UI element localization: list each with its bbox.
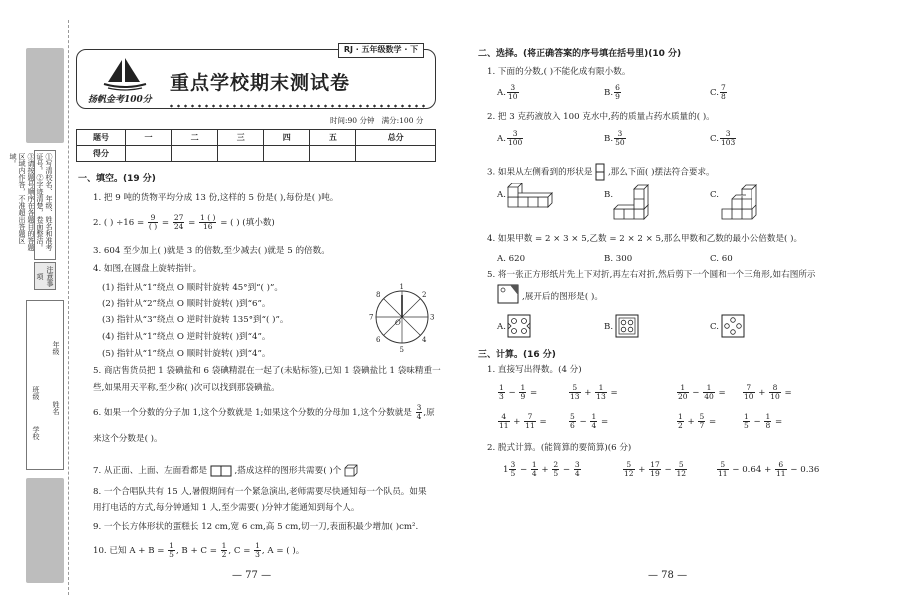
denominator: 4	[591, 421, 597, 430]
fraction	[519, 384, 526, 401]
numerator: 8	[769, 384, 781, 393]
fraction	[764, 413, 771, 430]
denominator: 13	[596, 392, 606, 401]
dial-label: 5	[399, 346, 404, 354]
operator: =	[607, 388, 618, 398]
question-5a: 5. 商店售货员把 1 袋碘盐和 6 袋碘精混在一起了(未贴标签),已知 1 袋碘盐比 1 袋味精重一	[93, 366, 441, 376]
grey-bar-bottom	[26, 478, 64, 583]
question-6b: 来这个分数是( )。	[93, 434, 163, 444]
denominator: 5	[744, 421, 749, 430]
numerator: 3	[720, 130, 736, 139]
operator: − 0.64 +	[729, 465, 775, 475]
denominator: 12	[676, 469, 686, 478]
denominator: 8	[765, 421, 771, 430]
q10-part: 10. 已知 A + B =	[93, 546, 165, 556]
option-label: B.	[604, 88, 614, 98]
page-number-left: — 77 —	[232, 570, 272, 581]
denominator: 3	[255, 550, 260, 559]
numerator: 1	[703, 384, 715, 393]
fraction	[743, 384, 755, 401]
choice-option[interactable]	[710, 130, 737, 147]
fraction	[720, 130, 736, 147]
denominator: 2	[221, 550, 227, 559]
operator: =	[598, 417, 609, 427]
numerator: 3	[614, 130, 626, 139]
numerator: 1	[531, 460, 537, 469]
question-8a: 8. 一个合唱队共有 15 人,暑假期间有一个紧急演出,老师需要尽快通知每一个队员。如果	[93, 487, 427, 497]
notice-text: ①写清校名、年级、姓名和准考证号。②字迹清楚，卷面整洁。③请按题号顺序在各题目的答题区域内作答，不准超出答题区域。	[34, 150, 56, 260]
numerator: 1 ( )	[200, 213, 216, 222]
q6-text: 6. 如果一个分数的分子加 1,这个分数就是 1;如果这个分数的分母加 1,这个分数就是	[93, 408, 412, 418]
numerator: 5	[699, 412, 705, 421]
question-1: 1. 把 9 吨的货物平均分成 13 份,这样的 5 份是( ),每份是( )吨。	[93, 193, 339, 203]
score-cell[interactable]	[172, 146, 218, 162]
operator: =	[781, 388, 792, 398]
q10-part: , B + C =	[175, 546, 217, 556]
numerator: 1	[744, 412, 749, 421]
score-cell[interactable]	[218, 146, 264, 162]
numerator: 17	[650, 460, 660, 469]
operator: =	[527, 388, 538, 398]
c3-option-label: A.	[497, 190, 506, 200]
fraction	[173, 214, 185, 231]
fraction	[614, 130, 626, 147]
calc-2-expr-b	[622, 461, 688, 478]
denominator: 5	[553, 469, 559, 478]
score-header-cell: 题号	[77, 130, 126, 146]
choice-3	[487, 163, 715, 181]
fraction	[590, 413, 597, 430]
operator: −	[576, 417, 590, 427]
field-grade: 年级	[52, 341, 60, 355]
option-label: C.	[710, 88, 720, 98]
section-choice: 二、选择。(将正确答案的序号填在括号里)(10 分)	[478, 49, 682, 59]
fraction	[769, 384, 781, 401]
cut-line	[68, 20, 69, 595]
c3-option-label: C.	[710, 190, 720, 200]
denominator: 100	[507, 138, 523, 147]
sailboat-logo-icon	[100, 56, 150, 92]
numerator: 1	[499, 383, 504, 392]
fraction	[168, 542, 175, 559]
fraction	[717, 461, 729, 478]
numerator: 27	[173, 213, 184, 222]
numerator: 1	[221, 541, 227, 550]
fraction	[698, 413, 705, 430]
choice-option[interactable]	[710, 84, 728, 101]
calc-2: 2. 脱式计算。(能简算的要简算)(6 分)	[487, 443, 632, 453]
numerator: 7	[743, 384, 755, 393]
calc-item	[676, 384, 726, 401]
c3-option-label: B.	[604, 190, 614, 200]
numerator: 1	[591, 412, 597, 421]
calc-item	[568, 413, 608, 430]
score-cell[interactable]	[126, 146, 172, 162]
choice-2: 2. 把 3 克药液放入 100 克水中,药的质量占药水质量的( )。	[487, 112, 715, 122]
operator: +	[510, 417, 524, 427]
denominator: 11	[718, 469, 728, 478]
fraction	[649, 461, 661, 478]
c4-option[interactable]: A. 620	[497, 254, 526, 264]
operator: − 0.36	[787, 465, 820, 475]
fraction	[677, 384, 689, 401]
field-class: 班级	[32, 386, 40, 400]
denominator: 20	[678, 392, 688, 401]
option-label: C.	[710, 134, 720, 144]
fraction	[574, 461, 581, 478]
denominator: 6	[570, 421, 575, 430]
option-label: A.	[497, 88, 506, 98]
question-4: 4. 如图,在圆盘上旋转指针。	[93, 264, 202, 274]
fraction	[677, 413, 684, 430]
numerator: 5	[675, 461, 687, 470]
whole-number: 1	[503, 465, 509, 475]
denominator: 3	[499, 392, 504, 401]
dot-divider	[168, 104, 428, 108]
calc-item	[742, 384, 792, 401]
operator: =	[772, 417, 783, 427]
denominator: 4	[574, 469, 580, 478]
operator: +	[581, 388, 595, 398]
c5-option-label: C.	[710, 322, 720, 332]
denominator: 16	[202, 222, 213, 231]
numerator: 1	[255, 541, 260, 550]
numerator: 1	[765, 412, 771, 421]
operator: −	[689, 388, 703, 398]
denominator: ( )	[148, 222, 158, 231]
c3-start: 3. 如果从左侧看到的形状是	[487, 167, 593, 178]
fraction	[552, 461, 559, 478]
denominator: 13	[570, 392, 580, 401]
score-table	[76, 129, 436, 162]
q10-part: , C =	[228, 546, 251, 556]
score-row-label: 得分	[77, 146, 126, 162]
question-7	[93, 464, 358, 477]
question-8b: 用打电话的方式,每分钟通知 1 人,至少需要( )分钟才能通知到每个人。	[93, 503, 360, 513]
equals: =	[188, 218, 196, 228]
dial-label: 7	[369, 313, 374, 322]
q7-end: ,搭成这样的图形共需要( )个	[234, 466, 342, 476]
cube-arrangement-c-icon[interactable]	[720, 183, 764, 223]
page-number-right: — 78 —	[648, 570, 688, 581]
fraction	[720, 84, 727, 101]
fraction	[531, 461, 538, 478]
denominator: 7	[699, 421, 705, 430]
denominator: 40	[704, 392, 714, 401]
calc-1: 1. 直接写出得数。(4 分)	[487, 365, 582, 375]
fraction	[614, 84, 621, 101]
fraction	[148, 214, 158, 231]
fraction	[775, 461, 787, 478]
score-header-cell: 四	[264, 130, 310, 146]
full-score: 满分:100 分	[381, 116, 424, 125]
numerator: 3	[416, 403, 422, 412]
denominator: 24	[173, 222, 184, 231]
operator: =	[706, 417, 717, 427]
calc-item	[676, 413, 716, 430]
dial-center-label: O	[395, 319, 401, 327]
denominator: 10	[770, 392, 780, 401]
fraction	[221, 542, 228, 559]
fraction	[416, 404, 423, 421]
calc-item	[497, 384, 537, 401]
option-label: A.	[497, 134, 506, 144]
question-6a	[93, 404, 435, 421]
numerator: 2	[553, 460, 559, 469]
c4-option[interactable]: C. 60	[710, 254, 733, 264]
numerator: 1	[595, 384, 607, 393]
denominator: 11	[499, 421, 509, 430]
operator: +	[684, 417, 698, 427]
question-9: 9. 一个长方体形状的蛋糕长 12 cm,宽 6 cm,高 5 cm,切一刀,表面积最少增加( )cm².	[93, 522, 419, 532]
numerator: 9	[148, 214, 158, 223]
time-limit: 时间:90 分钟	[330, 116, 375, 125]
denominator: 10	[744, 392, 754, 401]
operator: −	[517, 465, 530, 475]
score-header-cell: 二	[172, 130, 218, 146]
choice-option[interactable]	[497, 130, 524, 147]
notice-title: 注意事项	[34, 262, 56, 290]
question-4-1: (1) 指针从“1”绕点 O 顺时针旋转 45°到“( )”。	[102, 283, 283, 293]
grade-tag: RJ · 五年级数学 · 下	[338, 43, 424, 58]
choice-5b: ,展开后的图形是( )。	[522, 292, 603, 302]
denominator: 9	[520, 392, 526, 401]
binding-strip	[0, 0, 70, 615]
choice-1: 1. 下面的分数,( )不能化成有限小数。	[487, 67, 631, 77]
fraction	[498, 384, 505, 401]
denominator: 5	[169, 550, 174, 559]
score-header-cell: 总分	[356, 130, 436, 146]
operator: =	[715, 388, 726, 398]
denominator: 9	[615, 92, 620, 101]
fraction	[623, 461, 635, 478]
cube-arrangement-b-icon[interactable]	[612, 183, 658, 223]
fraction	[507, 84, 519, 101]
operator: +	[538, 465, 552, 475]
fraction	[743, 413, 750, 430]
fraction	[254, 542, 261, 559]
denominator: 4	[416, 412, 422, 421]
choice-option[interactable]	[604, 84, 622, 101]
q7-start: 7. 从正面、上面、左面看都是	[93, 466, 208, 476]
student-info-box	[26, 300, 64, 470]
operator: −	[505, 388, 519, 398]
score-row	[77, 146, 436, 162]
denominator: 11	[776, 469, 786, 478]
question-4-4: (4) 指针从“1”绕点 O 逆时针旋转( )到“4”。	[102, 332, 271, 342]
rotation-dial-figure	[362, 283, 442, 355]
cube-arrangement-a-icon[interactable]	[506, 183, 560, 217]
operator: −	[560, 465, 573, 475]
unfolded-pattern-a-icon[interactable]	[506, 313, 532, 339]
fraction	[507, 130, 523, 147]
numerator: 4	[498, 413, 510, 422]
dial-label: 8	[376, 291, 381, 299]
time-info	[330, 115, 423, 126]
fraction	[498, 413, 510, 430]
choice-option[interactable]	[497, 84, 520, 101]
score-header-cell: 一	[126, 130, 172, 146]
fraction	[703, 384, 715, 401]
grey-bar-top	[26, 48, 64, 143]
numerator: 5	[570, 412, 575, 421]
numerator: 6	[775, 461, 787, 470]
operator: −	[661, 465, 675, 475]
dial-label: 3	[430, 313, 435, 322]
dial-label: 2	[422, 291, 427, 299]
question-3: 3. 604 至少加上( )就是 3 的倍数,至少减去( )就是 5 的倍数。	[93, 246, 330, 256]
denominator: 11	[525, 421, 535, 430]
question-4-5: (5) 指针从“1”绕点 O 顺时针旋转( )到“4”。	[102, 349, 271, 359]
field-school: 学校	[32, 426, 40, 440]
calc-2-expr-c	[716, 461, 819, 478]
numerator: 5	[623, 461, 635, 470]
fraction	[569, 384, 581, 401]
denominator: 8	[721, 92, 726, 101]
dial-label: 1	[399, 283, 404, 291]
numerator: 1	[677, 384, 689, 393]
denominator: 50	[615, 138, 625, 147]
dial-label: 4	[422, 336, 427, 344]
question-4-2: (2) 指针从“2”绕点 O 顺时针旋转( )到“6”。	[102, 299, 271, 309]
score-cell[interactable]	[310, 146, 356, 162]
denominator: 2	[678, 421, 683, 430]
denominator: 19	[650, 469, 660, 478]
numerator: 3	[507, 130, 523, 139]
unfolded-pattern-b-icon[interactable]	[614, 313, 640, 339]
numerator: 1	[520, 383, 526, 392]
numerator: 5	[569, 384, 581, 393]
score-cell[interactable]	[356, 146, 436, 162]
denominator: 5	[510, 469, 516, 478]
denominator: 10	[507, 92, 518, 101]
equals: =	[161, 218, 170, 228]
denominator: 4	[531, 469, 537, 478]
brand-name: 扬帆金考100分	[88, 95, 152, 105]
c5-option-label: A.	[497, 322, 506, 332]
choice-4: 4. 如果甲数 = 2 × 3 × 5,乙数 = 2 × 2 × 5,那么甲数和乙数的最小公倍数是( )。	[487, 234, 803, 244]
fraction	[199, 214, 216, 231]
numerator: 7	[524, 413, 536, 422]
c4-option[interactable]: B. 300	[604, 254, 633, 264]
unfolded-pattern-c-icon[interactable]	[720, 313, 746, 339]
calc-item	[742, 413, 782, 430]
calc-item	[568, 384, 618, 401]
denominator: 12	[624, 469, 634, 478]
calc-item	[497, 413, 547, 430]
question-10	[93, 542, 304, 559]
fraction	[595, 384, 607, 401]
field-name: 姓名	[52, 401, 60, 415]
section-fill-blank: 一、填空。(19 分)	[78, 174, 156, 184]
q6-text-end: ,原	[423, 408, 435, 418]
numerator: 1	[678, 412, 683, 421]
double-square-icon	[210, 465, 232, 477]
fraction	[524, 413, 536, 430]
folded-paper-icon	[496, 283, 520, 305]
fraction	[569, 413, 576, 430]
numerator: 1	[169, 541, 174, 550]
q2-end: = ( ) (填小数)	[220, 218, 275, 228]
numerator: 3	[507, 84, 519, 93]
score-header-cell: 五	[310, 130, 356, 146]
dial-label: 6	[376, 336, 381, 344]
operator: =	[536, 417, 547, 427]
numerator: 3	[510, 460, 516, 469]
choice-option[interactable]	[604, 130, 627, 147]
calc-2-expr-a	[503, 461, 582, 478]
score-header-row	[77, 130, 436, 146]
option-label: B.	[604, 134, 614, 144]
fraction	[675, 461, 687, 478]
numerator: 7	[721, 83, 726, 92]
side-view-shape-icon	[595, 163, 605, 181]
c5-option-label: B.	[604, 322, 614, 332]
cube-icon	[344, 464, 358, 477]
score-header-cell: 三	[218, 130, 264, 146]
section-calc: 三、计算。(16 分)	[478, 350, 556, 360]
operator: +	[635, 465, 649, 475]
denominator: 103	[721, 138, 736, 147]
question-2	[93, 214, 275, 231]
operator: +	[755, 388, 769, 398]
c3-end: ,那么下面( )摆法符合要求。	[607, 167, 715, 178]
fraction	[509, 461, 516, 478]
q10-part: , A = ( )。	[261, 546, 305, 556]
numerator: 5	[717, 461, 729, 470]
score-cell[interactable]	[264, 146, 310, 162]
question-4-3: (3) 指针从“3”绕点 O 逆时针旋转 135°到“( )”。	[102, 315, 289, 325]
q2-start: 2. ( ) ÷16 =	[93, 218, 145, 228]
numerator: 3	[574, 460, 580, 469]
choice-5a: 5. 将一张正方形纸片先上下对折,再左右对折,然后剪下一个圆和一个三角形,如右图所示	[487, 270, 816, 280]
page-title: 重点学校期末测试卷	[170, 72, 351, 94]
question-5b: 些,如果用天平称,至少称( )次可以找到那袋碘盐。	[93, 383, 280, 393]
numerator: 6	[615, 83, 620, 92]
operator: −	[750, 417, 764, 427]
